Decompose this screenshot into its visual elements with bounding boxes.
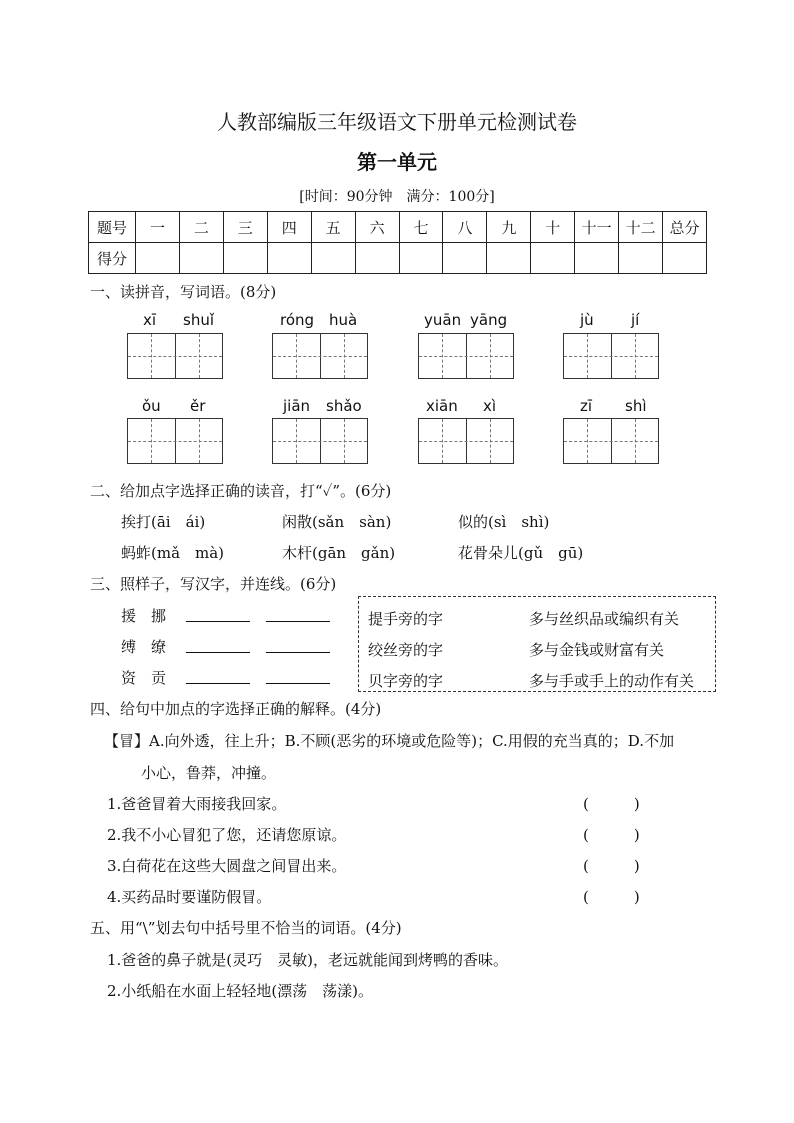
reading-option[interactable]: 木杆(gān gǎn) xyxy=(282,544,396,562)
reading-option[interactable]: 花骨朵儿(gǔ gū) xyxy=(458,544,584,562)
radical-label[interactable]: 提手旁的字 xyxy=(368,610,444,628)
pinyin: shǎo xyxy=(326,397,362,415)
score-table-header-row xyxy=(89,212,707,243)
pinyin: jí xyxy=(631,311,640,329)
section-1-heading: 一、读拼音，写词语。(8分) xyxy=(90,283,277,301)
score-cell[interactable] xyxy=(399,243,443,274)
pinyin: xiān xyxy=(426,397,458,415)
answer-blank[interactable] xyxy=(186,621,250,622)
answer-paren[interactable]: ( ) xyxy=(583,795,640,813)
question-item: 2.小纸船在水面上轻轻地(漂荡 荡漾)。 xyxy=(107,982,374,1000)
writing-grid[interactable] xyxy=(563,418,659,464)
definition-text: 【冒】A.向外透，往上升；B.不顾(恶劣的环境或危险等)；C.用假的充当真的；D.不加 xyxy=(104,732,675,750)
pinyin: huà xyxy=(329,311,358,329)
meaning-label[interactable]: 多与手或手上的动作有关 xyxy=(529,672,695,690)
pinyin: shuǐ xyxy=(183,311,214,329)
table-cell: 五 xyxy=(311,212,355,243)
table-cell: 十 xyxy=(531,212,575,243)
answer-paren[interactable]: ( ) xyxy=(583,857,640,875)
writing-grid[interactable] xyxy=(272,333,368,379)
writing-grid[interactable] xyxy=(127,333,223,379)
question-item: 3.白荷花在这些大圆盘之间冒出来。 xyxy=(107,857,347,875)
pinyin: jiān xyxy=(283,397,311,415)
score-cell[interactable] xyxy=(179,243,223,274)
table-cell: 总分 xyxy=(663,212,707,243)
score-cell[interactable] xyxy=(136,243,180,274)
question-item: 2.我不小心冒犯了您，还请您原谅。 xyxy=(107,826,347,844)
meaning-label[interactable]: 多与金钱或财富有关 xyxy=(529,641,665,659)
answer-paren[interactable]: ( ) xyxy=(583,826,640,844)
question-item: 4.买药品时要谨防假冒。 xyxy=(107,888,272,906)
sample-characters: 援 挪 xyxy=(121,607,167,625)
question-item: 1.爸爸的鼻子就是(灵巧 灵敏)，老远就能闻到烤鸭的香味。 xyxy=(107,951,509,969)
writing-grid[interactable] xyxy=(127,418,223,464)
section-2-heading: 二、给加点字选择正确的读音，打“✓”。(6分) xyxy=(90,482,392,500)
section-5-heading: 五、用“\”划去句中括号里不恰当的词语。(4分) xyxy=(90,919,402,937)
pinyin: zī xyxy=(580,397,593,415)
reading-option[interactable]: 蚂蚱(mǎ mà) xyxy=(121,544,225,562)
score-cell[interactable] xyxy=(619,243,663,274)
exam-title: 人教部编版三年级语文下册单元检测试卷 xyxy=(217,110,577,134)
pinyin: xì xyxy=(483,397,497,415)
question-item: 1.爸爸冒着大雨接我回家。 xyxy=(107,795,287,813)
sample-characters: 缚 缭 xyxy=(121,638,167,656)
table-cell: 七 xyxy=(399,212,443,243)
table-cell: 得分 xyxy=(89,243,136,274)
score-cell[interactable] xyxy=(443,243,487,274)
answer-paren[interactable]: ( ) xyxy=(583,888,640,906)
section-3-heading: 三、照样子，写汉字，并连线。(6分) xyxy=(90,575,337,593)
score-table-score-row xyxy=(89,243,707,274)
radical-label[interactable]: 贝字旁的字 xyxy=(368,672,444,690)
score-cell[interactable] xyxy=(223,243,267,274)
writing-grid[interactable] xyxy=(272,418,368,464)
score-cell[interactable] xyxy=(311,243,355,274)
writing-grid[interactable] xyxy=(418,333,514,379)
table-cell: 题号 xyxy=(89,212,136,243)
table-cell: 一 xyxy=(136,212,180,243)
score-table xyxy=(88,211,707,274)
score-cell[interactable] xyxy=(487,243,531,274)
score-cell[interactable] xyxy=(531,243,575,274)
reading-option[interactable]: 挨打(āi ái) xyxy=(121,513,206,531)
score-cell[interactable] xyxy=(267,243,311,274)
meaning-label[interactable]: 多与丝织品或编织有关 xyxy=(529,610,680,628)
unit-subtitle: 第一单元 xyxy=(357,150,437,174)
table-cell: 二 xyxy=(179,212,223,243)
score-cell[interactable] xyxy=(663,243,707,274)
table-cell: 四 xyxy=(267,212,311,243)
table-cell: 六 xyxy=(355,212,399,243)
definition-text: 小心，鲁莽，冲撞。 xyxy=(141,764,277,782)
pinyin: yuān xyxy=(424,311,462,329)
radical-label[interactable]: 绞丝旁的字 xyxy=(368,641,444,659)
score-cell[interactable] xyxy=(575,243,619,274)
pinyin: ěr xyxy=(190,397,206,415)
writing-grid[interactable] xyxy=(418,418,514,464)
score-cell[interactable] xyxy=(355,243,399,274)
exam-info: [时间：90分钟 满分：100分] xyxy=(299,189,495,205)
answer-blank[interactable] xyxy=(266,652,330,653)
answer-blank[interactable] xyxy=(186,683,250,684)
pinyin: xī xyxy=(143,311,157,329)
table-cell: 十一 xyxy=(575,212,619,243)
pinyin: róng xyxy=(280,311,315,329)
pinyin: ǒu xyxy=(142,397,161,415)
pinyin: yāng xyxy=(470,311,508,329)
reading-option[interactable]: 闲散(sǎn sàn) xyxy=(282,513,392,531)
table-cell: 八 xyxy=(443,212,487,243)
sample-characters: 资 贡 xyxy=(121,669,167,687)
answer-blank[interactable] xyxy=(266,621,330,622)
section-4-heading: 四、给句中加点的字选择正确的解释。(4分) xyxy=(90,700,382,718)
answer-blank[interactable] xyxy=(266,683,330,684)
writing-grid[interactable] xyxy=(563,333,659,379)
table-cell: 九 xyxy=(487,212,531,243)
table-cell: 三 xyxy=(223,212,267,243)
reading-option[interactable]: 似的(sì shì) xyxy=(458,513,550,531)
answer-blank[interactable] xyxy=(186,652,250,653)
table-cell: 十二 xyxy=(619,212,663,243)
pinyin: shì xyxy=(625,397,647,415)
pinyin: jù xyxy=(580,311,594,329)
